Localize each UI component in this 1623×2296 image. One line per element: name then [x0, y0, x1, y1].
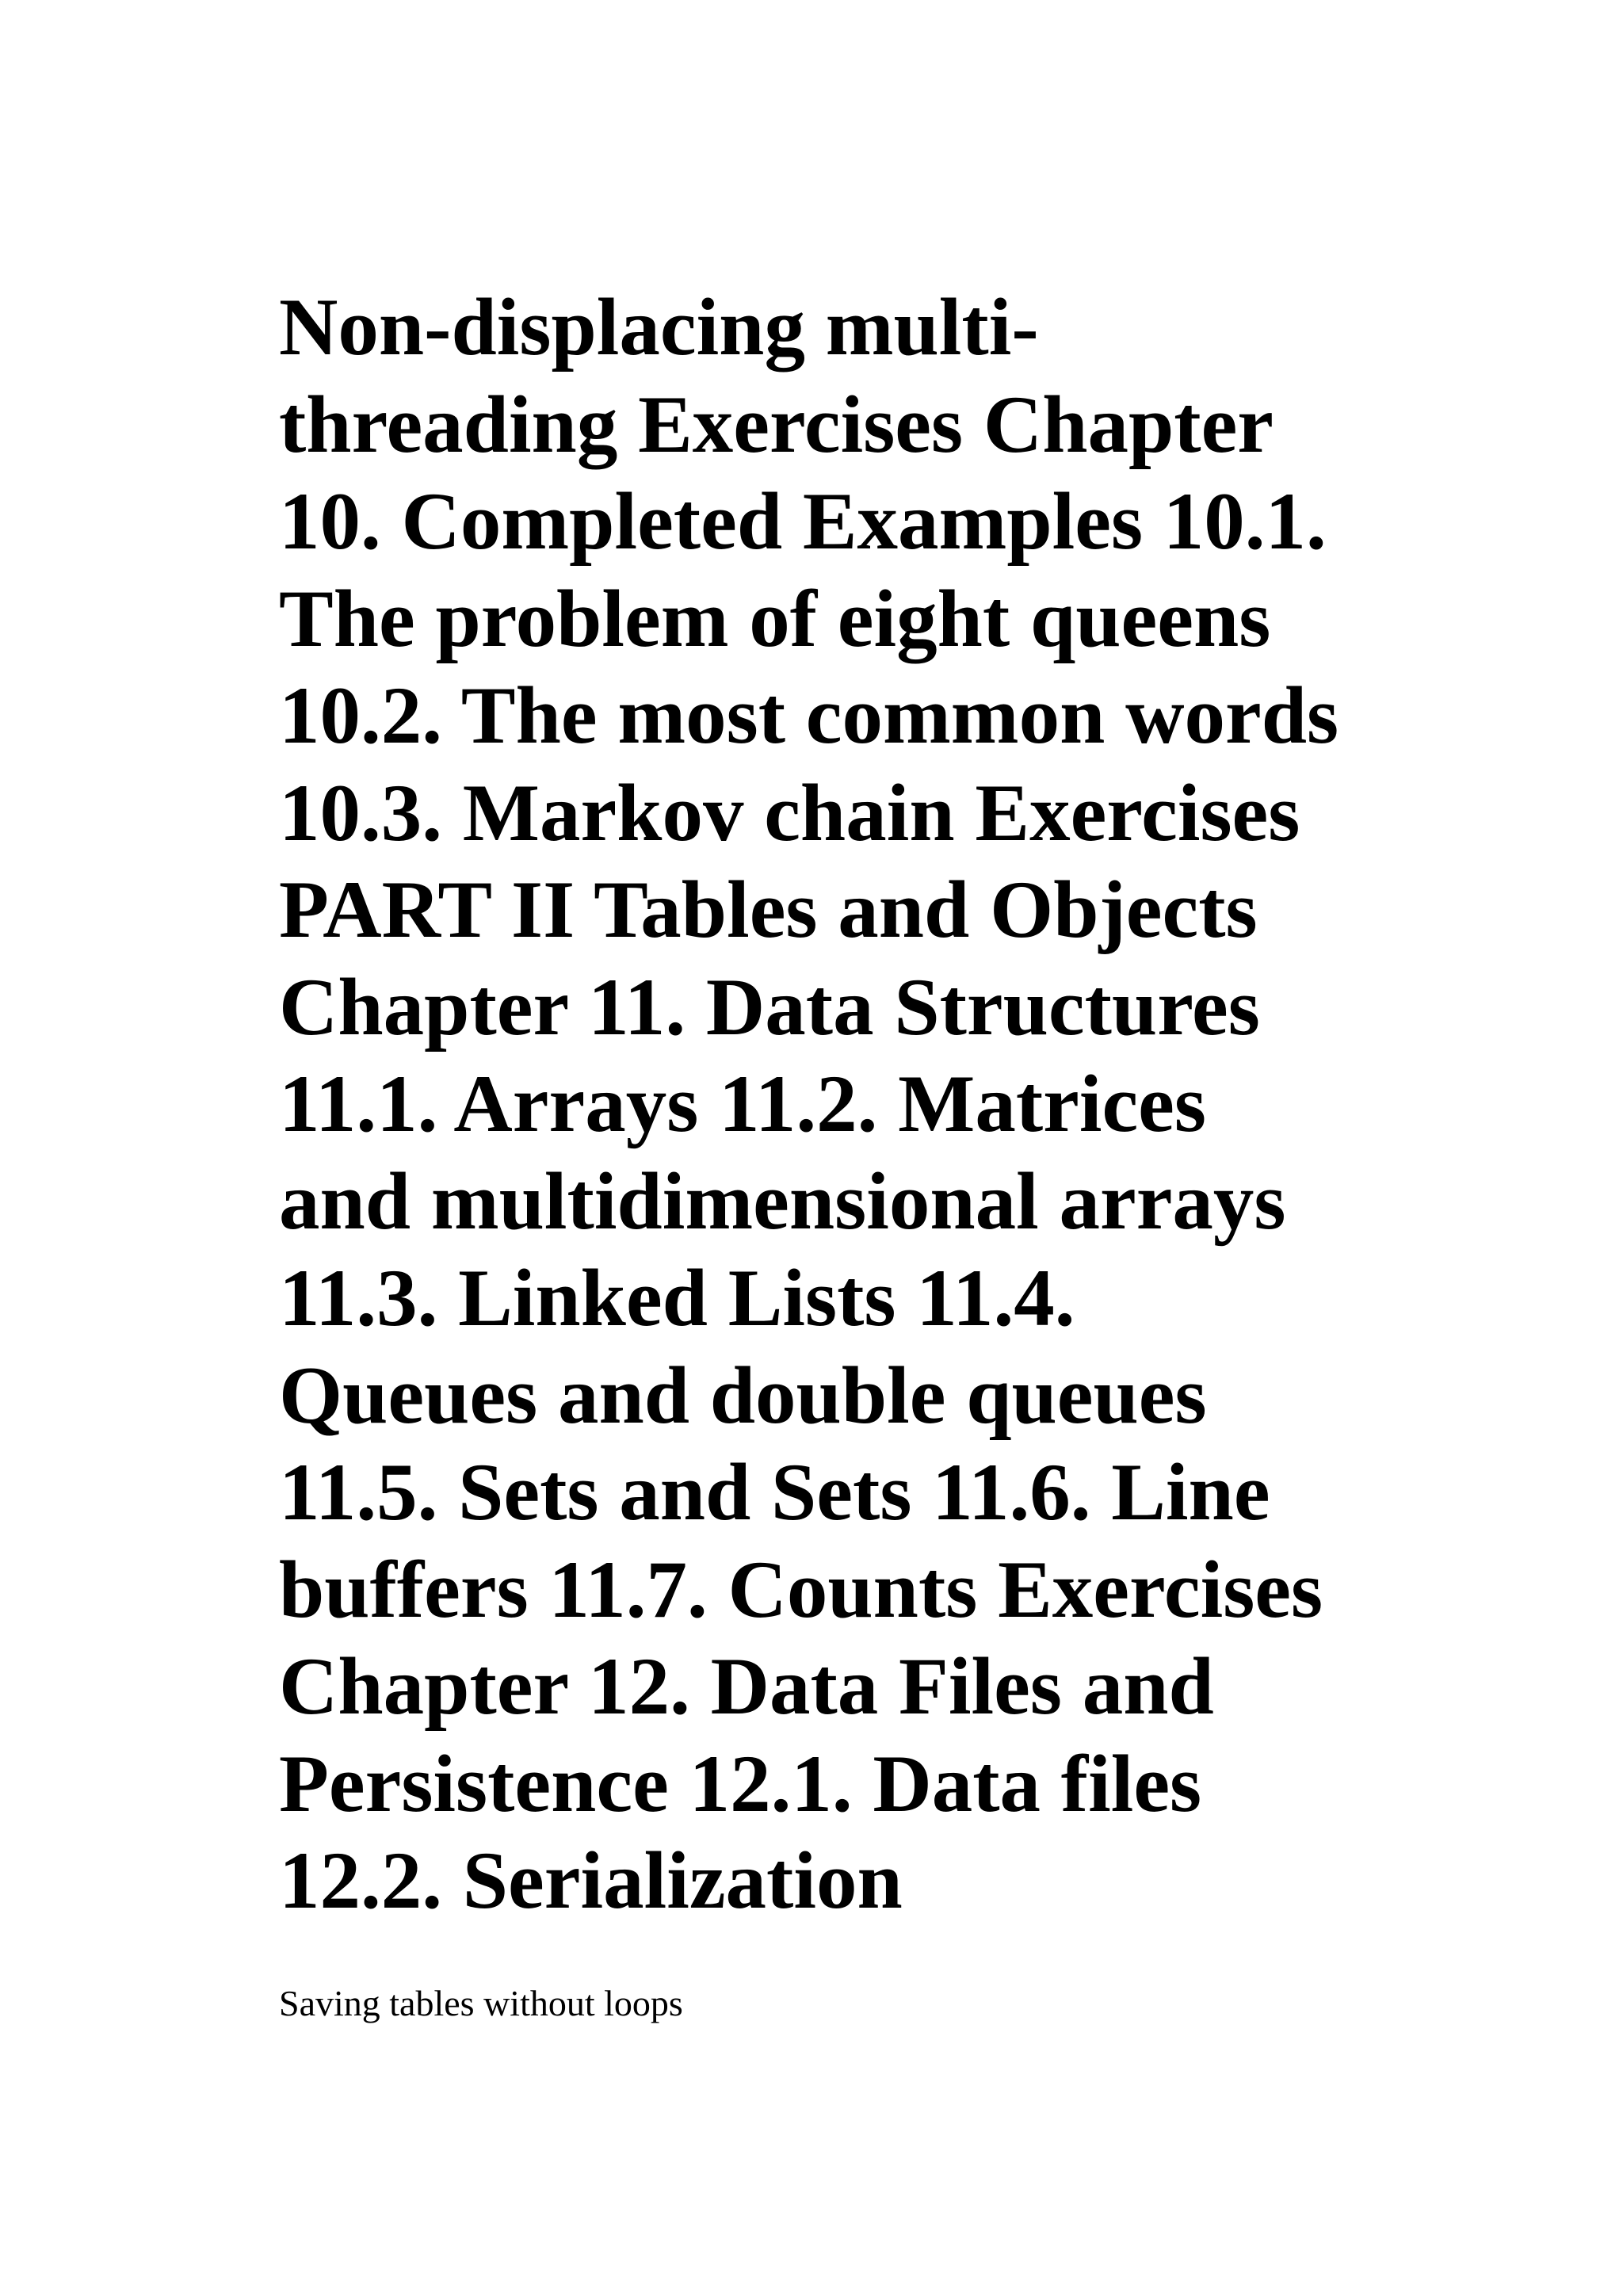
heading-line: 11.5. Sets and Sets 11.6. Line [279, 1447, 1270, 1538]
heading-line: 11.3. Linked Lists 11.4. [279, 1253, 1075, 1343]
heading-line: PART II Tables and Objects [279, 865, 1258, 955]
heading-line: 10.2. The most common words [279, 670, 1339, 761]
section-heading [279, 279, 1357, 1930]
heading-line: Queues and double queues [279, 1350, 1207, 1441]
heading-line: 10. Completed Examples 10.1. [279, 476, 1327, 567]
heading-line: 12.2. Serialization [279, 1836, 903, 1926]
heading-line: and multidimensional arrays [279, 1156, 1286, 1247]
heading-line: buffers 11.7. Counts Exercises [279, 1544, 1323, 1635]
heading-line: The problem of eight queens [279, 573, 1271, 664]
heading-line: Chapter 12. Data Files and [279, 1641, 1214, 1732]
heading-line: Non-displacing multi- [279, 282, 1039, 372]
heading-line: threading Exercises Chapter [279, 379, 1274, 470]
heading-line: 11.1. Arrays 11.2. Matrices [279, 1059, 1206, 1149]
heading-line: 10.3. Markov chain Exercises [279, 767, 1300, 858]
heading-line: Persistence 12.1. Data files [279, 1738, 1202, 1829]
heading-line: Chapter 11. Data Structures [279, 961, 1260, 1052]
body-paragraph: Saving tables without loops [279, 1983, 683, 2023]
